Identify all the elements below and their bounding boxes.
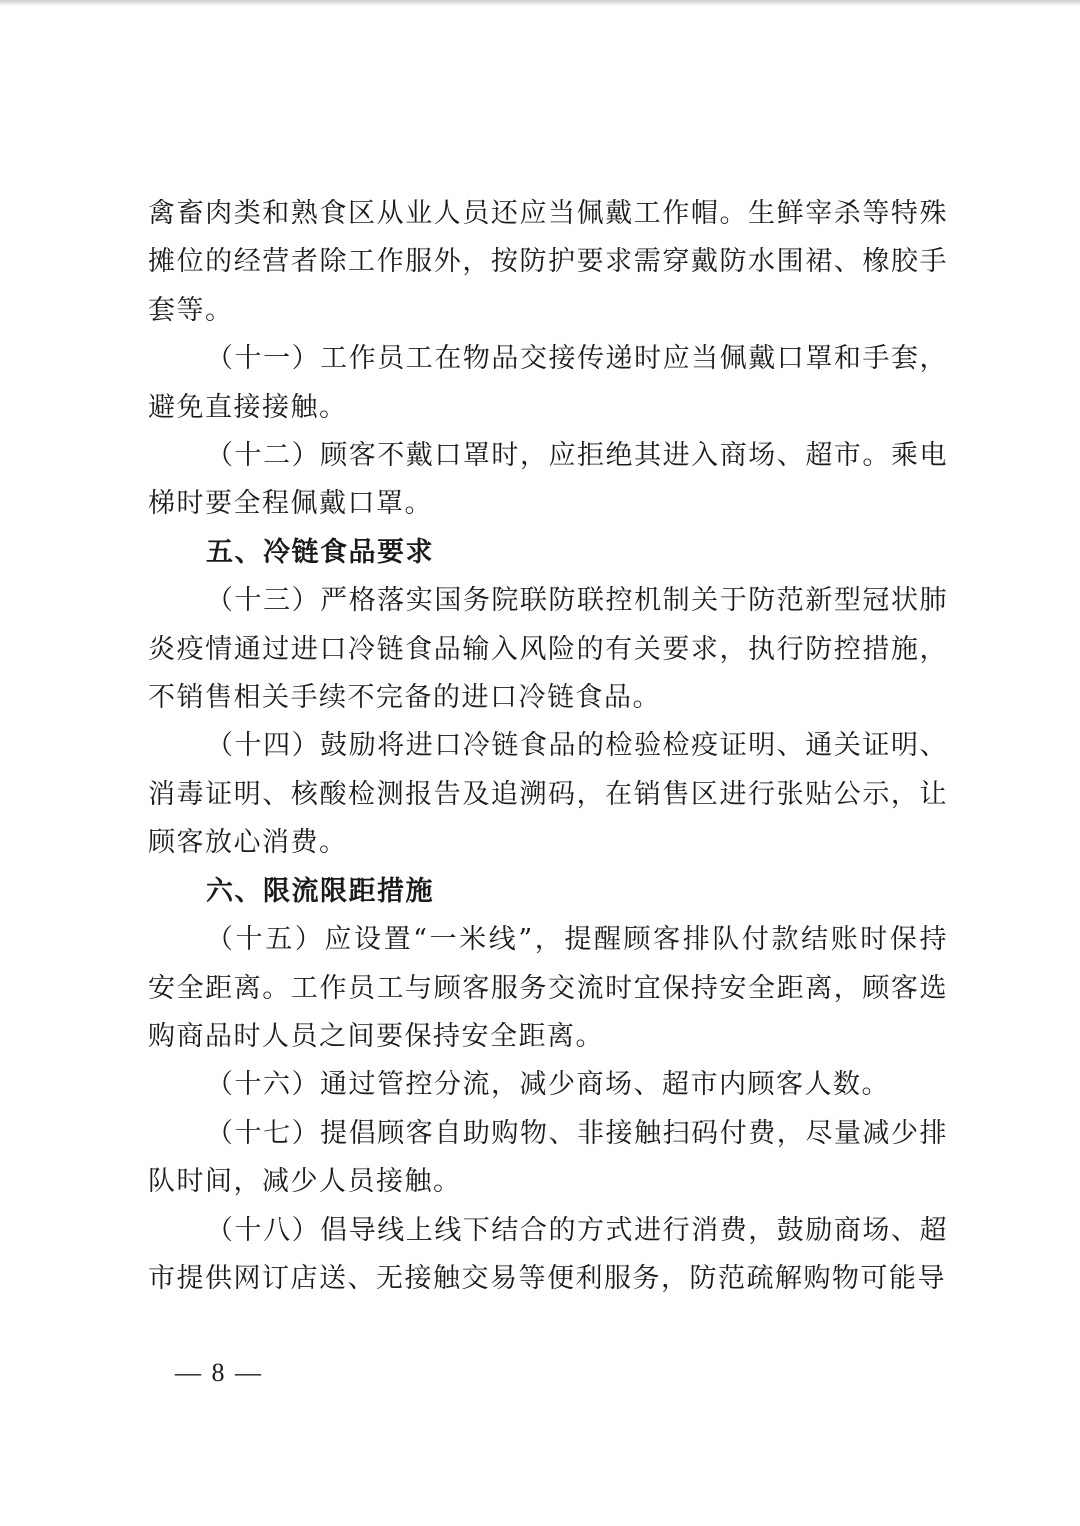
document-body — [148, 190, 948, 1303]
page-number: — 8 — — [175, 1358, 263, 1387]
section-heading-5: 五、冷链食品要求 — [206, 536, 434, 568]
paragraph-item-12: （十二）顾客不戴口罩时，应拒绝其进入商场、超市。乘电梯时要全程佩戴口罩。 — [148, 440, 948, 520]
paragraph-item-15: （十五）应设置“一米线”，提醒顾客排队付款结账时保持安全距离。工作员工与顾客服务交流时宜保持安全距离，顾客选购商品时人员之间要保持安全距离。 — [148, 924, 948, 1052]
paragraph-item-16: （十六）通过管控分流，减少商场、超市内顾客人数。 — [206, 1069, 890, 1101]
scan-edge-shadow — [0, 0, 1080, 6]
paragraph-item-17: （十七）提倡顾客自助购物、非接触扫码付费，尽量减少排队时间，减少人员接触。 — [148, 1117, 948, 1198]
paragraph-continuation: 禽畜肉类和熟食区从业人员还应当佩戴工作帽。生鲜宰杀等特殊摊位的经营者除工作服外，按防护要求需穿戴防水围裙、橡胶手套等。 — [148, 198, 948, 326]
section-heading-6: 六、限流限距措施 — [206, 875, 434, 907]
paragraph-item-14: （十四）鼓励将进口冷链食品的检验检疫证明、通关证明、消毒证明、核酸检测报告及追溯码，在销售区进行张贴公示，让顾客放心消费。 — [148, 730, 948, 859]
paragraph-item-11: （十一）工作员工在物品交接传递时应当佩戴口罩和手套，避免直接接触。 — [148, 343, 948, 423]
paragraph-item-18: （十八）倡导线上线下结合的方式进行消费，鼓励商场、超市提供网订店送、无接触交易等便利服务，防范疏解购物可能导 — [148, 1214, 948, 1294]
paragraph-item-13: （十三）严格落实国务院联防联控机制关于防范新型冠状肺炎疫情通过进口冷链食品输入风险的有关要求，执行防控措施，不销售相关手续不完备的进口冷链食品。 — [148, 585, 948, 714]
